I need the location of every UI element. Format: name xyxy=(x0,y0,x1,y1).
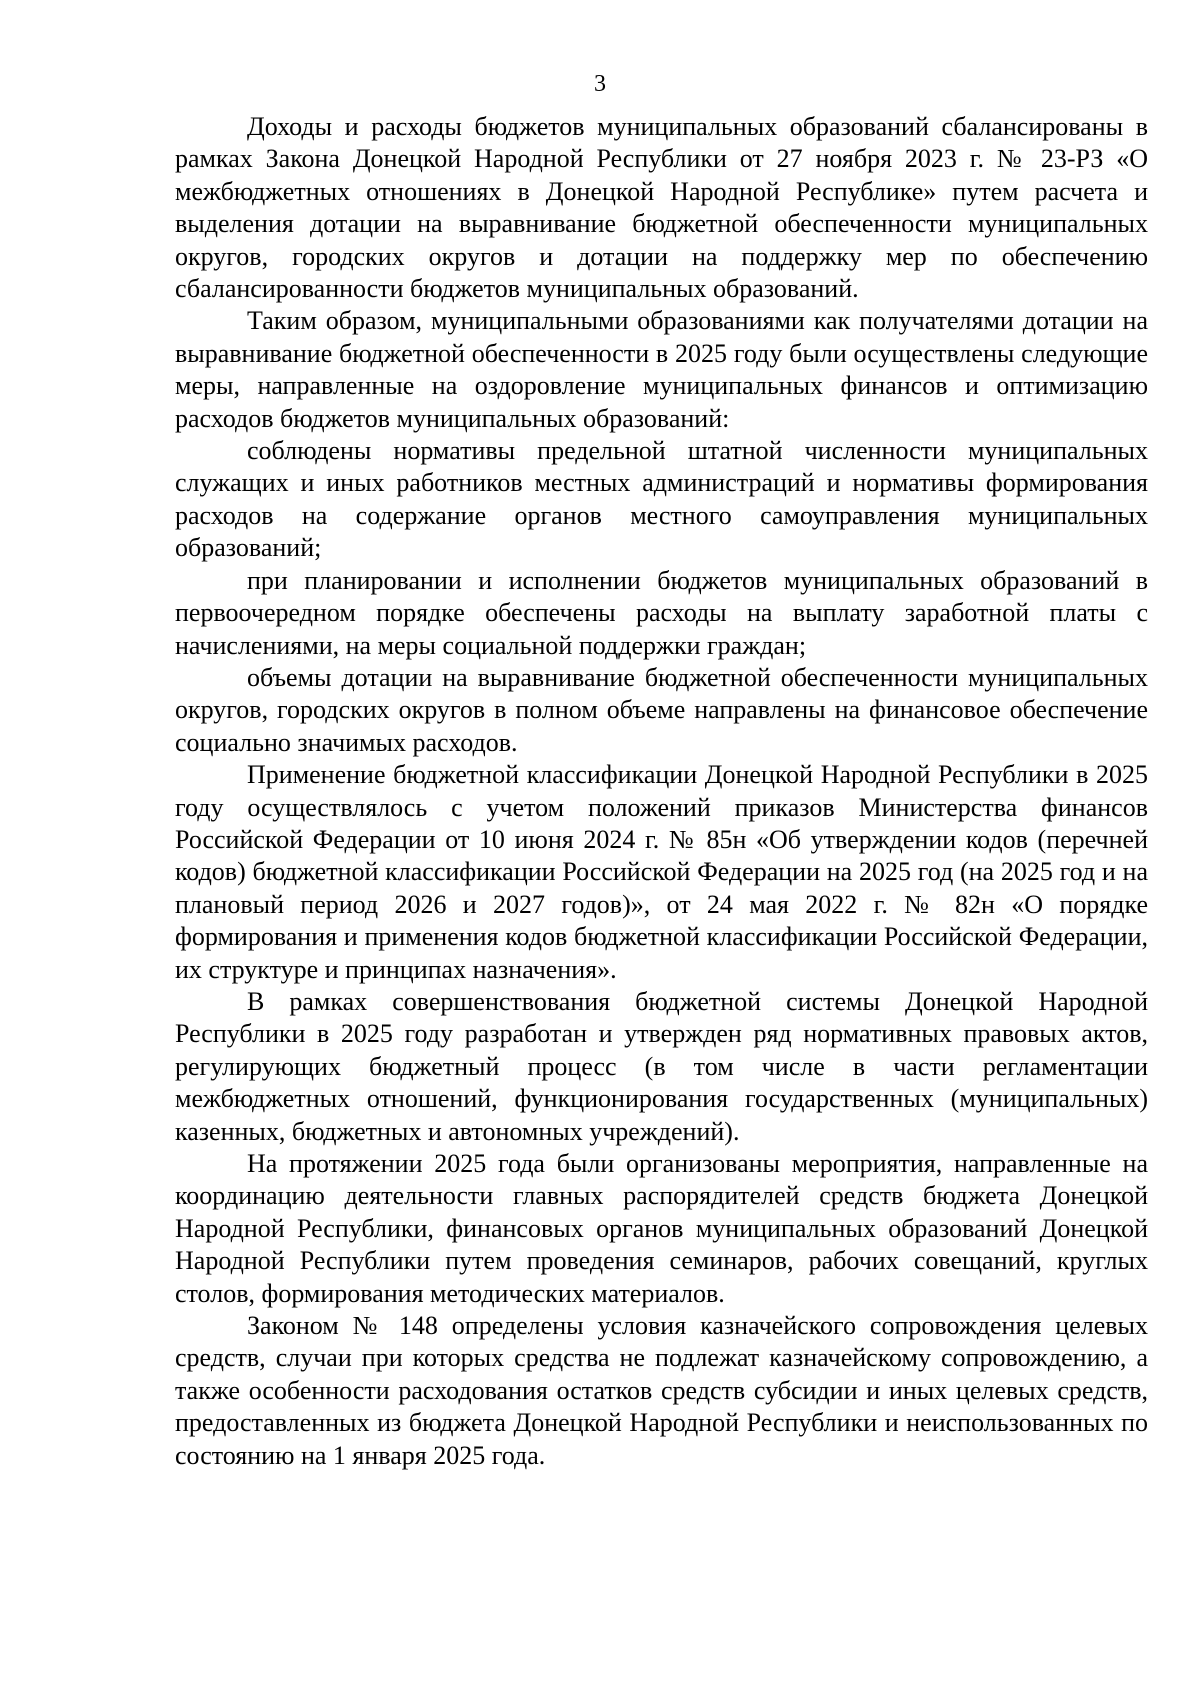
paragraph-budget-balance: Доходы и расходы бюджетов муниципальных образований сбалансированы в рамках Закона Донецкой Народной Республики от 27 ноября 2023 г. № 23-РЗ «О межбюджетных отношениях в Донецкой Народной Республике» путем расчета и выделения дотации на выравнивание бюджетной обеспеченности муниципальных округов, городских округов и дотации на поддержку мер по обеспечению сбалансированности бюджетов муниципальных образований. xyxy=(175,112,1148,304)
document-body xyxy=(175,111,1148,1472)
paragraph-measures-intro: Таким образом, муниципальными образованиями как получателями дотации на выравнивание бюджетной обеспеченности в 2025 году были осуществлены следующие меры, направленные на оздоровление муниципальных финансов и оптимизацию расходов бюджетов муниципальных образований: xyxy=(175,306,1148,433)
paragraph-budget-classification: Применение бюджетной классификации Донецкой Народной Республики в 2025 году осуществлялось с учетом положений приказов Министерства финансов Российской Федерации от 10 июня 2024 г. № 85н «Об утверждении кодов (перечней кодов) бюджетной классификации Российской Федерации на 2025 год (на 2025 год и на плановый период 2026 и 2027 годов)», от 24 мая 2022 г. № 82н «О порядке формирования и применения кодов бюджетной классификации Российской Федерации, их структуре и принципах назначения». xyxy=(175,760,1148,984)
paragraph-subsidy-volumes: объемы дотации на выравнивание бюджетной обеспеченности муниципальных округов, городских округов в полном объеме направлены на финансовое обеспечение социально значимых расходов. xyxy=(175,662,1148,757)
paragraph-priority-expenses: при планировании и исполнении бюджетов муниципальных образований в первоочередном порядке обеспечены расходы на выплату заработной платы с начислениями, на меры социальной поддержки граждан; xyxy=(175,565,1148,660)
paragraph-treasury-support: Законом № 148 определены условия казначейского сопровождения целевых средств, случаи при которых средства не подлежат казначейскому сопровождению, а также особенности расходования остатков средств субсидии и иных целевых средств, предоставленных из бюджета Донецкой Народной Республики и неиспользованных по состоянию на 1 января 2025 года. xyxy=(175,1311,1148,1470)
paragraph-coordination-events: На протяжении 2025 года были организованы мероприятия, направленные на координацию деятельности главных распорядителей средств бюджета Донецкой Народной Республики, финансовых органов муниципальных образований Донецкой Народной Республики путем проведения семинаров, рабочих совещаний, круглых столов, формирования методических материалов. xyxy=(175,1149,1148,1308)
paragraph-regulatory-acts: В рамках совершенствования бюджетной системы Донецкой Народной Республики в 2025 году разработан и утвержден ряд нормативных правовых актов, регулирующих бюджетный процесс (в том числе в части регламентации межбюджетных отношений, функционирования государственных (муниципальных) казенных, бюджетных и автономных учреждений). xyxy=(175,986,1148,1146)
paragraph-staff-norms: соблюдены нормативы предельной штатной численности муниципальных служащих и иных работников местных администраций и нормативы формирования расходов на содержание органов местного самоуправления муниципальных образований; xyxy=(175,436,1148,563)
page-number: 3 xyxy=(594,71,606,97)
